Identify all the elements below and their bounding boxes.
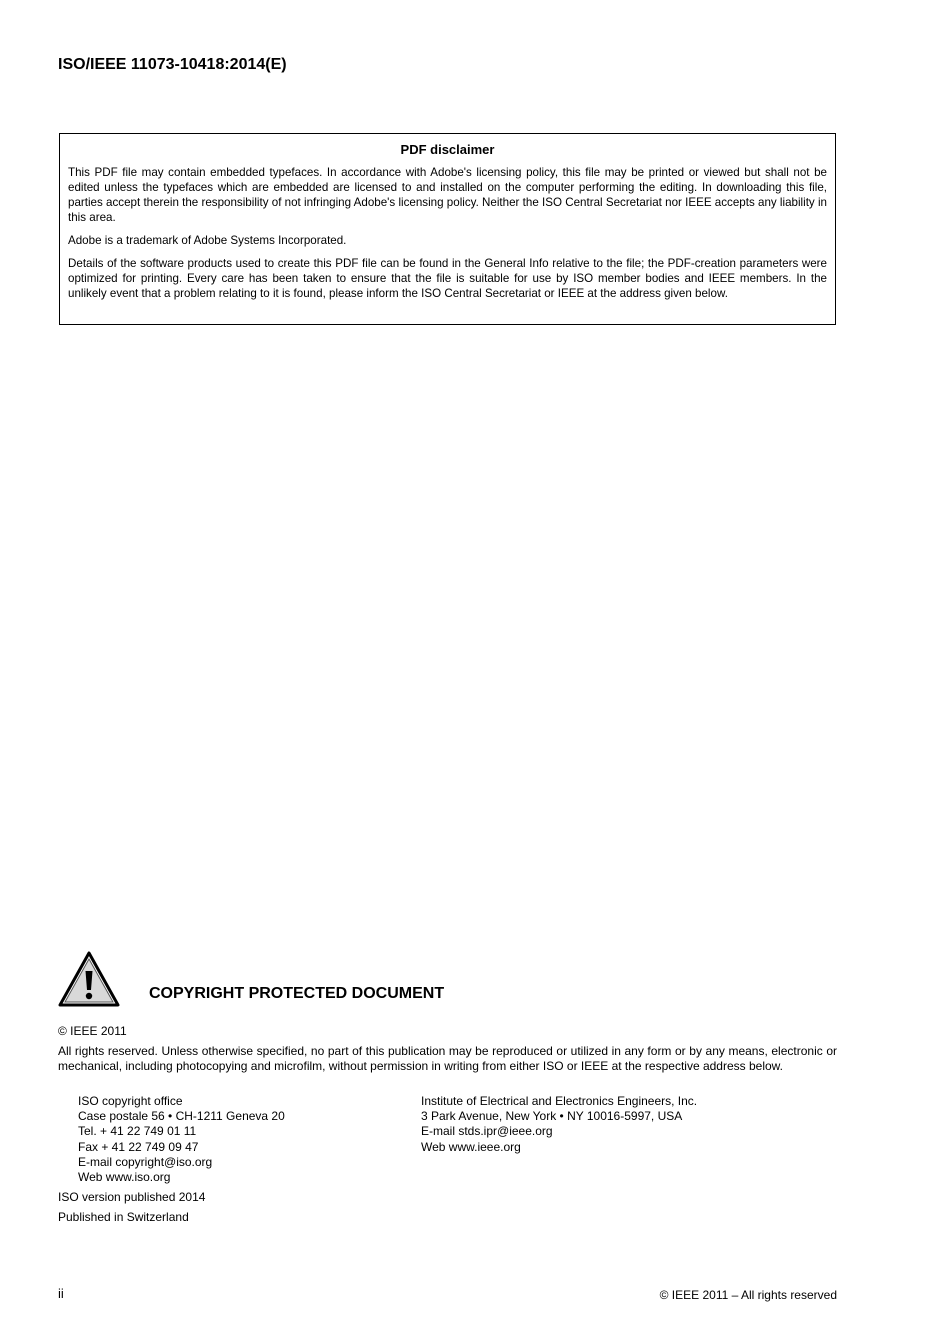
ieee-address-line: 3 Park Avenue, New York • NY 10016-5997, USA: [421, 1109, 683, 1124]
pdf-disclaimer-box: [59, 133, 836, 325]
iso-address-line: E-mail copyright@iso.org: [78, 1154, 213, 1169]
iso-address-line: ISO copyright office: [78, 1094, 183, 1108]
published-location: Published in Switzerland: [58, 1210, 189, 1224]
iso-address-line: Case postale 56 • CH-1211 Geneva 20: [78, 1109, 285, 1124]
document-id-header: ISO/IEEE 11073-10418:2014(E): [58, 56, 287, 73]
iso-address-block: [78, 1094, 285, 1185]
disclaimer-title: PDF disclaimer: [400, 142, 495, 157]
ieee-address-line: E-mail stds.ipr@ieee.org: [421, 1124, 553, 1139]
iso-address-line: Fax + 41 22 749 09 47: [78, 1139, 199, 1154]
ieee-address-line: Institute of Electrical and Electronics Engineers, Inc.: [421, 1094, 698, 1108]
copyright-title: COPYRIGHT PROTECTED DOCUMENT: [149, 985, 445, 1002]
disclaimer-paragraph: This PDF file may contain embedded typefaces. In accordance with Adobe's licensing policy, this file may be printed or viewed but shall not be edited unless the typefaces which are embedded are licensed to and installed on the computer performing the editing. In downloading this file, parties accept therein the responsibility of not infringing Adobe's licensing policy. Neither the ISO Central Secretariat nor IEEE accepts any liability in this area.: [68, 166, 827, 224]
ieee-address-line: Web www.ieee.org: [421, 1139, 521, 1154]
page-number: ii: [58, 1286, 64, 1301]
ieee-address-block: [421, 1094, 697, 1155]
iso-address-line: Web www.iso.org: [78, 1170, 171, 1185]
iso-address-line: Tel. + 41 22 749 01 11: [78, 1124, 197, 1139]
footer-copyright: © IEEE 2011 – All rights reserved: [659, 1288, 837, 1302]
warning-triangle-icon: [57, 950, 121, 1008]
copyright-notice: © IEEE 2011: [58, 1024, 127, 1038]
published-version: ISO version published 2014: [58, 1190, 206, 1204]
rights-text: All rights reserved. Unless otherwise specified, no part of this publication may be reproduced or utilized in any form or by any means, electronic or mechanical, including photocopying and microfilm, without permission in writing from either ISO or IEEE at the respective address below.: [58, 1044, 837, 1073]
disclaimer-paragraph: Details of the software products used to create this PDF file can be found in the General Info relative to the file; the PDF-creation parameters were optimized for printing. Every care has been taken to ensure that the file is suitable for use by ISO member bodies and IEEE members. In the unlikely event that a problem relating to it is found, please inform the ISO Central Secretariat or IEEE at the address given below.: [68, 257, 827, 300]
disclaimer-paragraph: Adobe is a trademark of Adobe Systems Incorporated.: [68, 234, 347, 247]
